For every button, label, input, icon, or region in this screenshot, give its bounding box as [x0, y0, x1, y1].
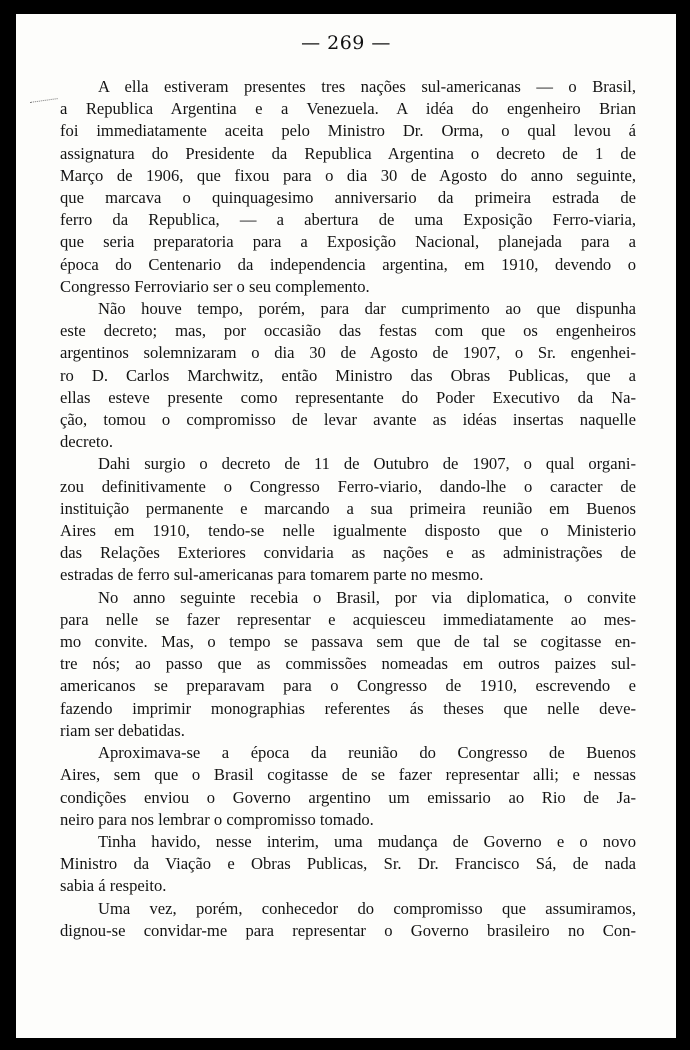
- text-line: assignatura do Presidente da Republica Argentina o decreto de 1 de: [60, 143, 636, 163]
- text-line: Dahi surgio o decreto de 11 de Outubro de 1907, o qual organi-: [98, 454, 636, 474]
- text-line: ferro da Republica, — a abertura de uma Exposição Ferro-viaria,: [60, 210, 636, 230]
- text-line: sabia á respeito.: [60, 876, 167, 896]
- text-line: riam ser debatidas.: [60, 720, 185, 740]
- paragraph: [60, 453, 636, 586]
- text-line: dignou-se convidar-me para representar o Governo brasileiro no Con-: [60, 920, 636, 940]
- text-line: A ella estiveram presentes tres nações sul-americanas — o Brasil,: [98, 77, 636, 96]
- paragraph: [60, 898, 636, 942]
- margin-mark: [30, 98, 58, 107]
- text-line: ção, tomou o compromisso de levar avante as idéas insertas naquelle: [60, 410, 636, 430]
- text-line: neiro para nos lembrar o compromisso tomado.: [60, 809, 374, 829]
- text-line: Aires, sem que o Brasil cogitasse de se fazer representar alli; e nessas: [60, 765, 636, 785]
- text-line: este decreto; mas, por occasião das festas com que os engenheiros: [60, 321, 636, 341]
- text-line: ellas esteve presente como representante do Poder Executivo da Na-: [60, 387, 636, 407]
- text-line: ro D. Carlos Marchwitz, então Ministro das Obras Publicas, que a: [60, 365, 636, 385]
- text-line: época do Centenario da independencia argentina, em 1910, devendo o: [60, 254, 636, 274]
- text-line: estradas de ferro sul-americanas para tomarem parte no mesmo.: [60, 565, 484, 585]
- text-line: zou definitivamente o Congresso Ferro-viario, dando-lhe o caracter de: [60, 476, 636, 496]
- text-line: que seria preparatoria para a Exposição Nacional, planejada para a: [60, 232, 636, 252]
- text-line: argentinos solemnizaram o dia 30 de Agosto de 1907, o Sr. engenhei-: [60, 343, 636, 363]
- text-line: decreto.: [60, 432, 113, 452]
- text-line: que marcava o quinquagesimo anniversario da primeira estrada de: [60, 188, 636, 208]
- body-text: [60, 76, 636, 942]
- text-line: Março de 1906, que fixou para o dia 30 de Agosto do anno seguinte,: [60, 165, 636, 185]
- text-line: americanos se preparavam para o Congresso de 1910, escrevendo e: [60, 676, 636, 696]
- text-line: No anno seguinte recebia o Brasil, por via diplomatica, o convite: [98, 587, 636, 607]
- text-line: Aproximava-se a época da reunião do Congresso de Buenos: [98, 743, 636, 763]
- text-line: fazendo imprimir monographias referentes ás theses que nelle deve-: [60, 698, 636, 718]
- text-line: Ministro da Viação e Obras Publicas, Sr. Dr. Francisco Sá, de nada: [60, 854, 636, 874]
- text-line: a Republica Argentina e a Venezuela. A idéa do engenheiro Brian: [60, 99, 636, 119]
- text-line: Aires em 1910, tendo-se nelle igualmente disposto que o Ministerio: [60, 521, 636, 541]
- text-line: Não houve tempo, porém, para dar cumprimento ao que dispunha: [98, 299, 636, 319]
- text-line: Uma vez, porém, conhecedor do compromisso que assumiramos,: [98, 898, 636, 918]
- paragraph: [60, 587, 636, 742]
- paragraph: [60, 76, 636, 298]
- text-line: instituição permanente e marcando a sua primeira reunião em Buenos: [60, 498, 636, 518]
- text-line: condições enviou o Governo argentino um emissario ao Rio de Ja-: [60, 787, 636, 807]
- text-line: foi immediatamente aceita pelo Ministro Dr. Orma, o qual levou á: [60, 121, 636, 141]
- page-number: — 269 —: [301, 32, 391, 54]
- text-line: Tinha havido, nesse interim, uma mudança de Governo e o novo: [98, 831, 636, 851]
- book-page: [16, 14, 676, 1038]
- text-line: Congresso Ferroviario ser o seu complemento.: [60, 276, 370, 296]
- text-line: das Relações Exteriores convidaria as nações e as administrações de: [60, 543, 636, 563]
- text-line: mo convite. Mas, o tempo se passava sem que de tal se cogitasse en-: [60, 632, 636, 652]
- paragraph: [60, 742, 636, 831]
- paragraph: [60, 298, 636, 453]
- text-line: tre nós; ao passo que as commissões nomeadas em outros paizes sul-: [60, 654, 636, 674]
- paragraph: [60, 831, 636, 898]
- text-line: para nelle se fazer representar e acquiesceu immediatamente ao mes-: [60, 609, 636, 629]
